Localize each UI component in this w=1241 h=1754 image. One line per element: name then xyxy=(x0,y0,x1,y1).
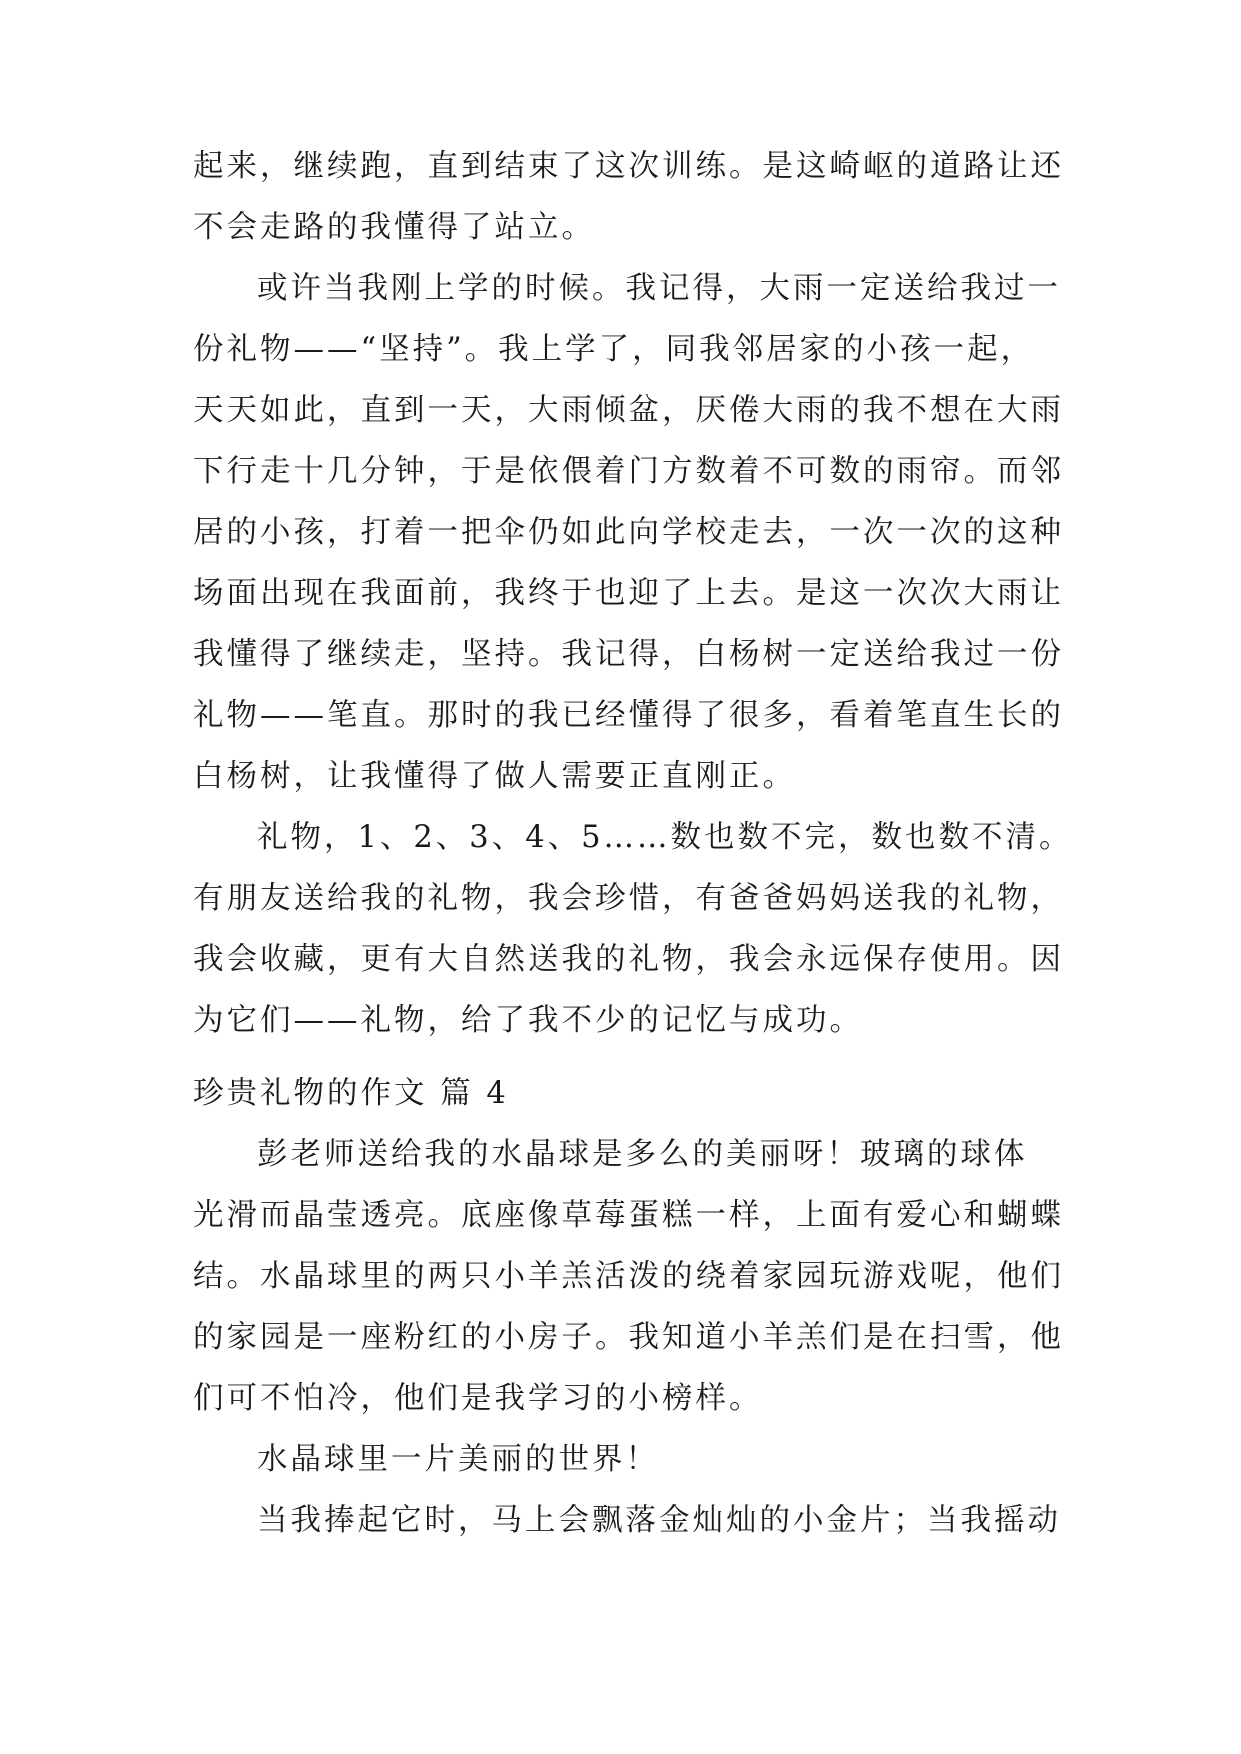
text-line: 居的小孩，打着一把伞仍如此向学校走去，一次一次的这种 xyxy=(193,515,1064,550)
text-line: 光滑而晶莹透亮。底座像草莓蛋糕一样，上面有爱心和蝴蝶 xyxy=(193,1198,1064,1233)
text-line: 天天如此，直到一天，大雨倾盆，厌倦大雨的我不想在大雨 xyxy=(193,393,1064,428)
text-line: 的家园是一座粉红的小房子。我知道小羊羔们是在扫雪，他 xyxy=(193,1320,1064,1355)
section-heading: 珍贵礼物的作文 篇 4 xyxy=(193,1076,509,1111)
text-line: 为它们——礼物，给了我不少的记忆与成功。 xyxy=(193,1003,863,1038)
text-line: 起来，继续跑，直到结束了这次训练。是这崎岖的道路让还 xyxy=(193,149,1064,184)
text-line: 我懂得了继续走，坚持。我记得，白杨树一定送给我过一份 xyxy=(193,637,1064,672)
paragraph-start-line: 彭老师送给我的水晶球是多么的美丽呀！玻璃的球体 xyxy=(257,1137,1028,1172)
section-b xyxy=(193,1124,1064,1551)
text-line: 礼物——笔直。那时的我已经懂得了很多，看着笔直生长的 xyxy=(193,698,1064,733)
paragraph-start-line: 水晶球里一片美丽的世界！ xyxy=(257,1442,659,1477)
paragraph-start-line: 或许当我刚上学的时候。我记得，大雨一定送给我过一 xyxy=(257,271,1061,306)
text-line: 下行走十几分钟，于是依偎着门方数着不可数的雨帘。而邻 xyxy=(193,454,1064,489)
text-line: 们可不怕冷，他们是我学习的小榜样。 xyxy=(193,1381,763,1416)
text-line: 白杨树，让我懂得了做人需要正直刚正。 xyxy=(193,759,796,794)
paragraph-start-line: 礼物，1、2、3、4、5……数也数不完，数也数不清。 xyxy=(257,820,1073,855)
text-line: 份礼物——“坚持”。我上学了，同我邻居家的小孩一起， xyxy=(193,332,1035,367)
text-line: 场面出现在我面前，我终于也迎了上去。是这一次次大雨让 xyxy=(193,576,1064,611)
text-line: 不会走路的我懂得了站立。 xyxy=(193,210,595,245)
section-a xyxy=(193,136,1073,1051)
text-line: 结。水晶球里的两只小羊羔活泼的绕着家园玩游戏呢，他们 xyxy=(193,1259,1064,1294)
text-line: 有朋友送给我的礼物，我会珍惜，有爸爸妈妈送我的礼物， xyxy=(193,881,1064,916)
paragraph-start-line: 当我捧起它时，马上会飘落金灿灿的小金片；当我摇动 xyxy=(257,1503,1061,1538)
text-line: 我会收藏，更有大自然送我的礼物，我会永远保存使用。因 xyxy=(193,942,1064,977)
